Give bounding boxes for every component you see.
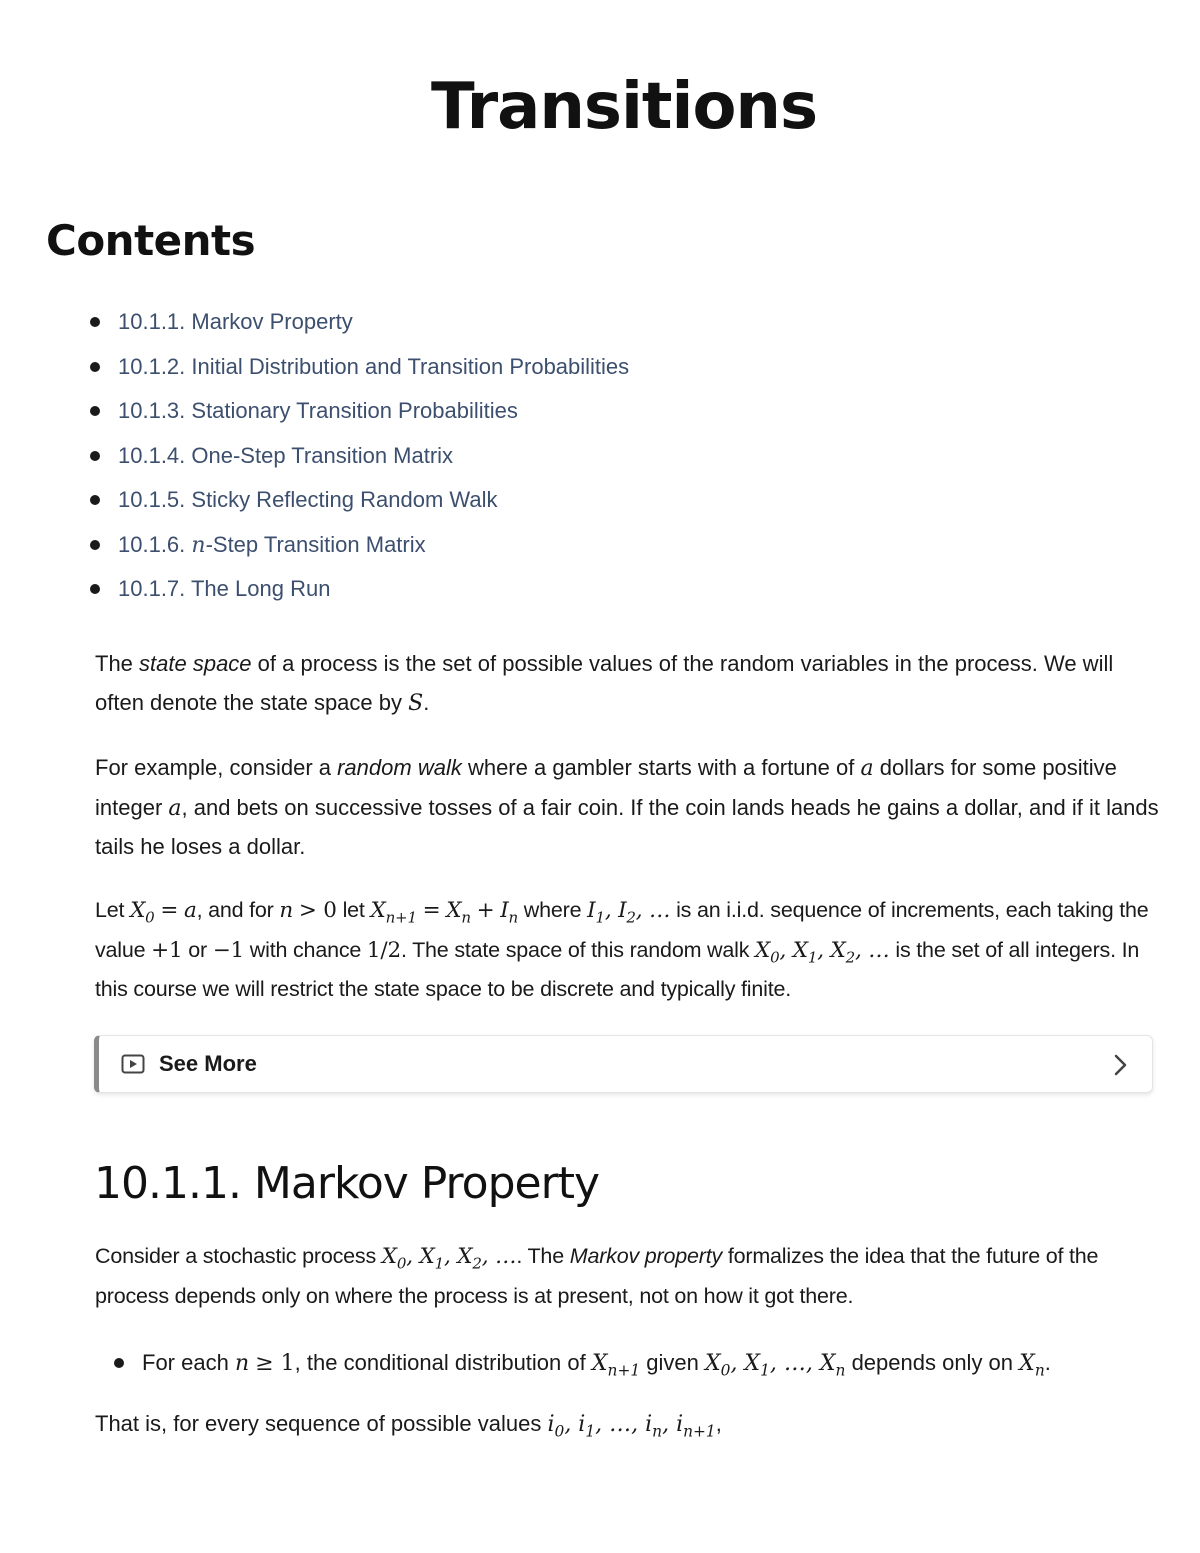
math: a — [168, 795, 182, 821]
toc-link-one-step-matrix[interactable]: 10.1.4. One-Step Transition Matrix — [118, 442, 454, 468]
intro-paragraph-state-space — [95, 645, 1165, 723]
bullet-icon — [90, 451, 100, 461]
toc-item — [90, 434, 629, 479]
bullet-icon — [90, 317, 100, 327]
markov-definition-list — [114, 1343, 1051, 1383]
text: For example, consider a — [95, 755, 338, 780]
math: S — [408, 690, 424, 716]
intro-paragraph-random-walk — [95, 749, 1165, 867]
text: , — [715, 1411, 722, 1436]
text: or — [182, 937, 213, 962]
toc-item — [90, 567, 629, 612]
text: where — [518, 898, 588, 922]
text: of a process is the set of possible values of the random variables in the process. We will often denote the state space by — [95, 651, 1114, 715]
emphasis: random walk — [337, 755, 462, 780]
chevron-right-icon — [1110, 1053, 1130, 1077]
page-title: Transitions — [430, 70, 818, 144]
toc-link-suffix: -Step Transition Matrix — [205, 531, 426, 557]
text: . The state space of this random walk — [400, 937, 756, 962]
text: formalizes the idea that the future of the process depends only on where the process is at present, not on how it got there. — [95, 1244, 1099, 1308]
toc-item — [90, 389, 629, 434]
toc-link-n-step-matrix[interactable] — [118, 532, 426, 558]
text: , the conditional distribution of — [294, 1350, 592, 1375]
text: , and for — [196, 898, 280, 922]
text: That is, for every sequence of possible values — [95, 1411, 548, 1436]
toc-link-long-run[interactable]: 10.1.7. The Long Run — [118, 576, 331, 602]
emphasis: state space — [139, 651, 252, 676]
text: with chance — [244, 937, 367, 962]
bullet-icon — [90, 362, 100, 372]
toc-link-markov-property[interactable]: 10.1.1. Markov Property — [118, 309, 353, 335]
toc-link-prefix: 10.1.6. — [118, 531, 192, 557]
toc-item — [90, 345, 629, 390]
toc-item — [90, 523, 629, 568]
list-item — [114, 1343, 1051, 1383]
math: a — [860, 756, 874, 781]
text: Consider a stochastic process — [95, 1244, 382, 1268]
text: where a gambler starts with a fortune of — [461, 755, 861, 780]
text: . — [1044, 1350, 1051, 1375]
text: . The — [516, 1244, 570, 1268]
markov-paragraph: Consider a stochastic process $X_0$, $X_1$, $X_2$, …. The Markov property formalizes the idea that the future of the process depends only on where the process is at present, not on how it got there. — [95, 1244, 1099, 1308]
intro-paragraph-increments: Let $X_0 = a$, and for n > 0 let $X_{n+1} = X_n + I_n$ where $I_1$, $I_2$, … is an i.i.d. sequence of increments, each taking the value +1 or −1 with chance 1/2. The state space of this random walk $X_0$, $X_1$, $X_2$, … is the set of all integers. In this course we will restrict the state space to be discrete and typically finite. — [95, 898, 1149, 1001]
toc-item — [90, 300, 629, 345]
text: depends only on — [845, 1350, 1020, 1375]
text: dollars for some positive integer — [95, 755, 1117, 820]
list-item-text: For each n ≥ 1, the conditional distribution of $X_{n+1}$ given $X_0$, $X_1$, …, $X_n$ depends only on $X_n$. — [142, 1350, 1051, 1380]
text: is the set of all integers. In this course we will restrict the state space to be discrete and typically finite. — [95, 937, 1140, 1001]
text: For each — [142, 1350, 235, 1375]
play-square-icon — [121, 1054, 145, 1074]
bullet-icon — [90, 495, 100, 505]
bullet-icon — [90, 540, 100, 550]
bullet-icon — [90, 584, 100, 594]
text: . — [423, 689, 430, 715]
text: given — [640, 1350, 705, 1375]
markov-paragraph-sequence: That is, for every sequence of possible values $i_0$, $i_1$, …, $i_n$, $i_{n+1}$, — [95, 1411, 722, 1441]
text: let — [336, 898, 371, 922]
text: The — [95, 651, 140, 676]
text: Let — [95, 898, 131, 922]
toc-item — [90, 478, 629, 523]
bullet-icon — [114, 1358, 124, 1368]
table-of-contents — [90, 300, 629, 612]
toc-link-sticky-random-walk[interactable]: 10.1.5. Sticky Reflecting Random Walk — [118, 487, 498, 513]
section-heading-markov-property: 10.1.1. Markov Property — [94, 1158, 599, 1209]
toc-link-initial-distribution[interactable]: 10.1.2. Initial Distribution and Transition Probabilities — [118, 353, 630, 379]
toc-link-math: n — [191, 532, 206, 558]
emphasis: Markov property — [569, 1244, 723, 1268]
toc-link-stationary-transition[interactable]: 10.1.3. Stationary Transition Probabilities — [118, 398, 518, 424]
bullet-icon — [90, 406, 100, 416]
see-more-dropdown[interactable] — [94, 1035, 1153, 1093]
text: is an i.i.d. sequence of increments, each taking the value — [95, 898, 1149, 962]
text: , and bets on successive tosses of a fair coin. If the coin lands heads he gains a dollar, and if it lands tails he loses a dollar. — [95, 794, 1159, 859]
toc-heading: Contents — [46, 216, 256, 265]
see-more-label: See More — [159, 1051, 257, 1076]
